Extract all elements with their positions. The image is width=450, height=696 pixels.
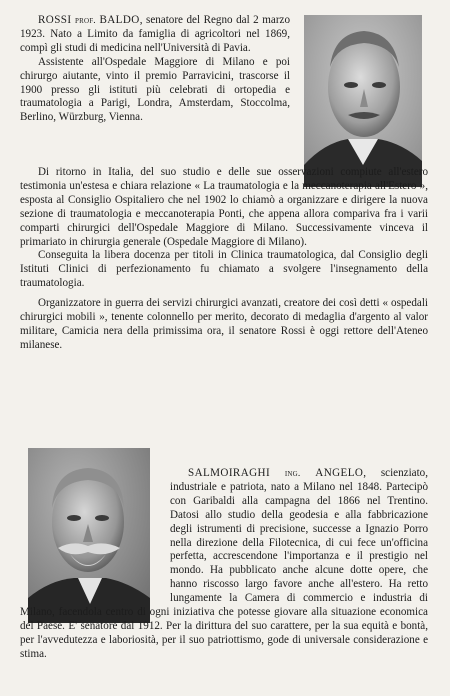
- portrait-rossi: [304, 15, 422, 187]
- entry-rossi: [20, 14, 290, 125]
- entry-rossi-continued: [20, 166, 428, 353]
- entry-salmoiraghi: [20, 467, 428, 662]
- entry-salmoiraghi-surname: SALMOIRAGHI: [188, 467, 271, 479]
- entry-rossi-para-1-text: , senatore del Regno dal 2 marzo 1923. Nato a Limito da famiglia di agricoltori nel 1869, compì gli studi di medicina nell'Università di Pavia.: [20, 14, 290, 54]
- entry-salmoiraghi-para-1: [20, 467, 428, 662]
- entry-rossi-para-3: Di ritorno in Italia, del suo studio e delle sue osservazioni compiute all'estero testimonia un'estesa e chiara relazione « La traumatologia e la meccanoterapia all'Estero », esposta al Consiglio Ospitaliero che nel 1902 lo chiamò a organizzare e dirigere la nuova sezione di traumatologia e meccanoterapia Ponti, che appena allora compariva fra i varii comparti chirurgici dell'Ospedale Maggiore di Milano. Successivamente vinceva il primariato in chirurgia generale (Ospedale Maggiore di Milano).: [20, 166, 428, 248]
- portrait-rossi-image: [304, 15, 422, 187]
- entry-salmoiraghi-title: ing.: [284, 468, 301, 479]
- entry-rossi-given-name: BALDO: [99, 14, 140, 26]
- entry-rossi-para-1: [20, 14, 290, 56]
- entry-rossi-surname: ROSSI: [38, 14, 72, 26]
- portrait-salmoiraghi-spacer: [20, 443, 170, 595]
- entry-rossi-para-4: Conseguita la libera docenza per titoli in Clinica traumatologica, dal Consiglio degli Istituti Clinici di perfezionamento fu chiamato a svolgere l'insegnamento della traumatologia.: [20, 249, 428, 290]
- entry-rossi-para-5: Organizzatore in guerra dei servizi chirurgici avanzati, creatore dei così detti « ospedali chirurgici mobili », tenente colonnello per merito, decorato di medaglia d'argento al valor militare, Camicia nera della primissima ora, il senatore Rossi è oggi rettore dell'Ateneo milanese.: [20, 297, 428, 351]
- entry-rossi-title: prof.: [75, 15, 96, 26]
- entry-rossi-para-2: Assistente all'Ospedale Maggiore di Milano e poi chirurgo aiutante, vinto il premio Parravicini, trascorse il 1900 presso gli istituti più celebrati di ortopedia e traumatologia a Parigi, Londra, Amsterdam, Stoccolma, Berlino, Würzburg, Vienna.: [20, 55, 290, 124]
- entry-salmoiraghi-para-1-text: , scienziato, industriale e patriota, nato a Milano nel 1848. Partecipò con Garibaldi alla campagna del 1866 nel Trentino. Datosi allo studio della geodesia e alla fabbricazione degli istrumenti di precisione, successe a Ignazio Porro nella direzione della Filotecnica, di cui fece un'officina perfetta, accrescendone l'importanza e il prestigio nel mondo. Ha pubblicato anche alcune dotte opere, che hanno riscosso largo favore anche all'estero. Ha retto lungamente la Camera di commercio e industria di Milano, facendola centro di ogni iniziativa che potesse giovare alla situazione economica del Paese. E' senatore dal 1912. Per la dirittura del suo carattere, per la sua equità e bontà, per l'avvedutezza e laboriosità, per il suo patriottismo, gode di universale considerazione e stima.: [20, 467, 428, 660]
- entry-salmoiraghi-given-name: ANGELO: [315, 467, 364, 479]
